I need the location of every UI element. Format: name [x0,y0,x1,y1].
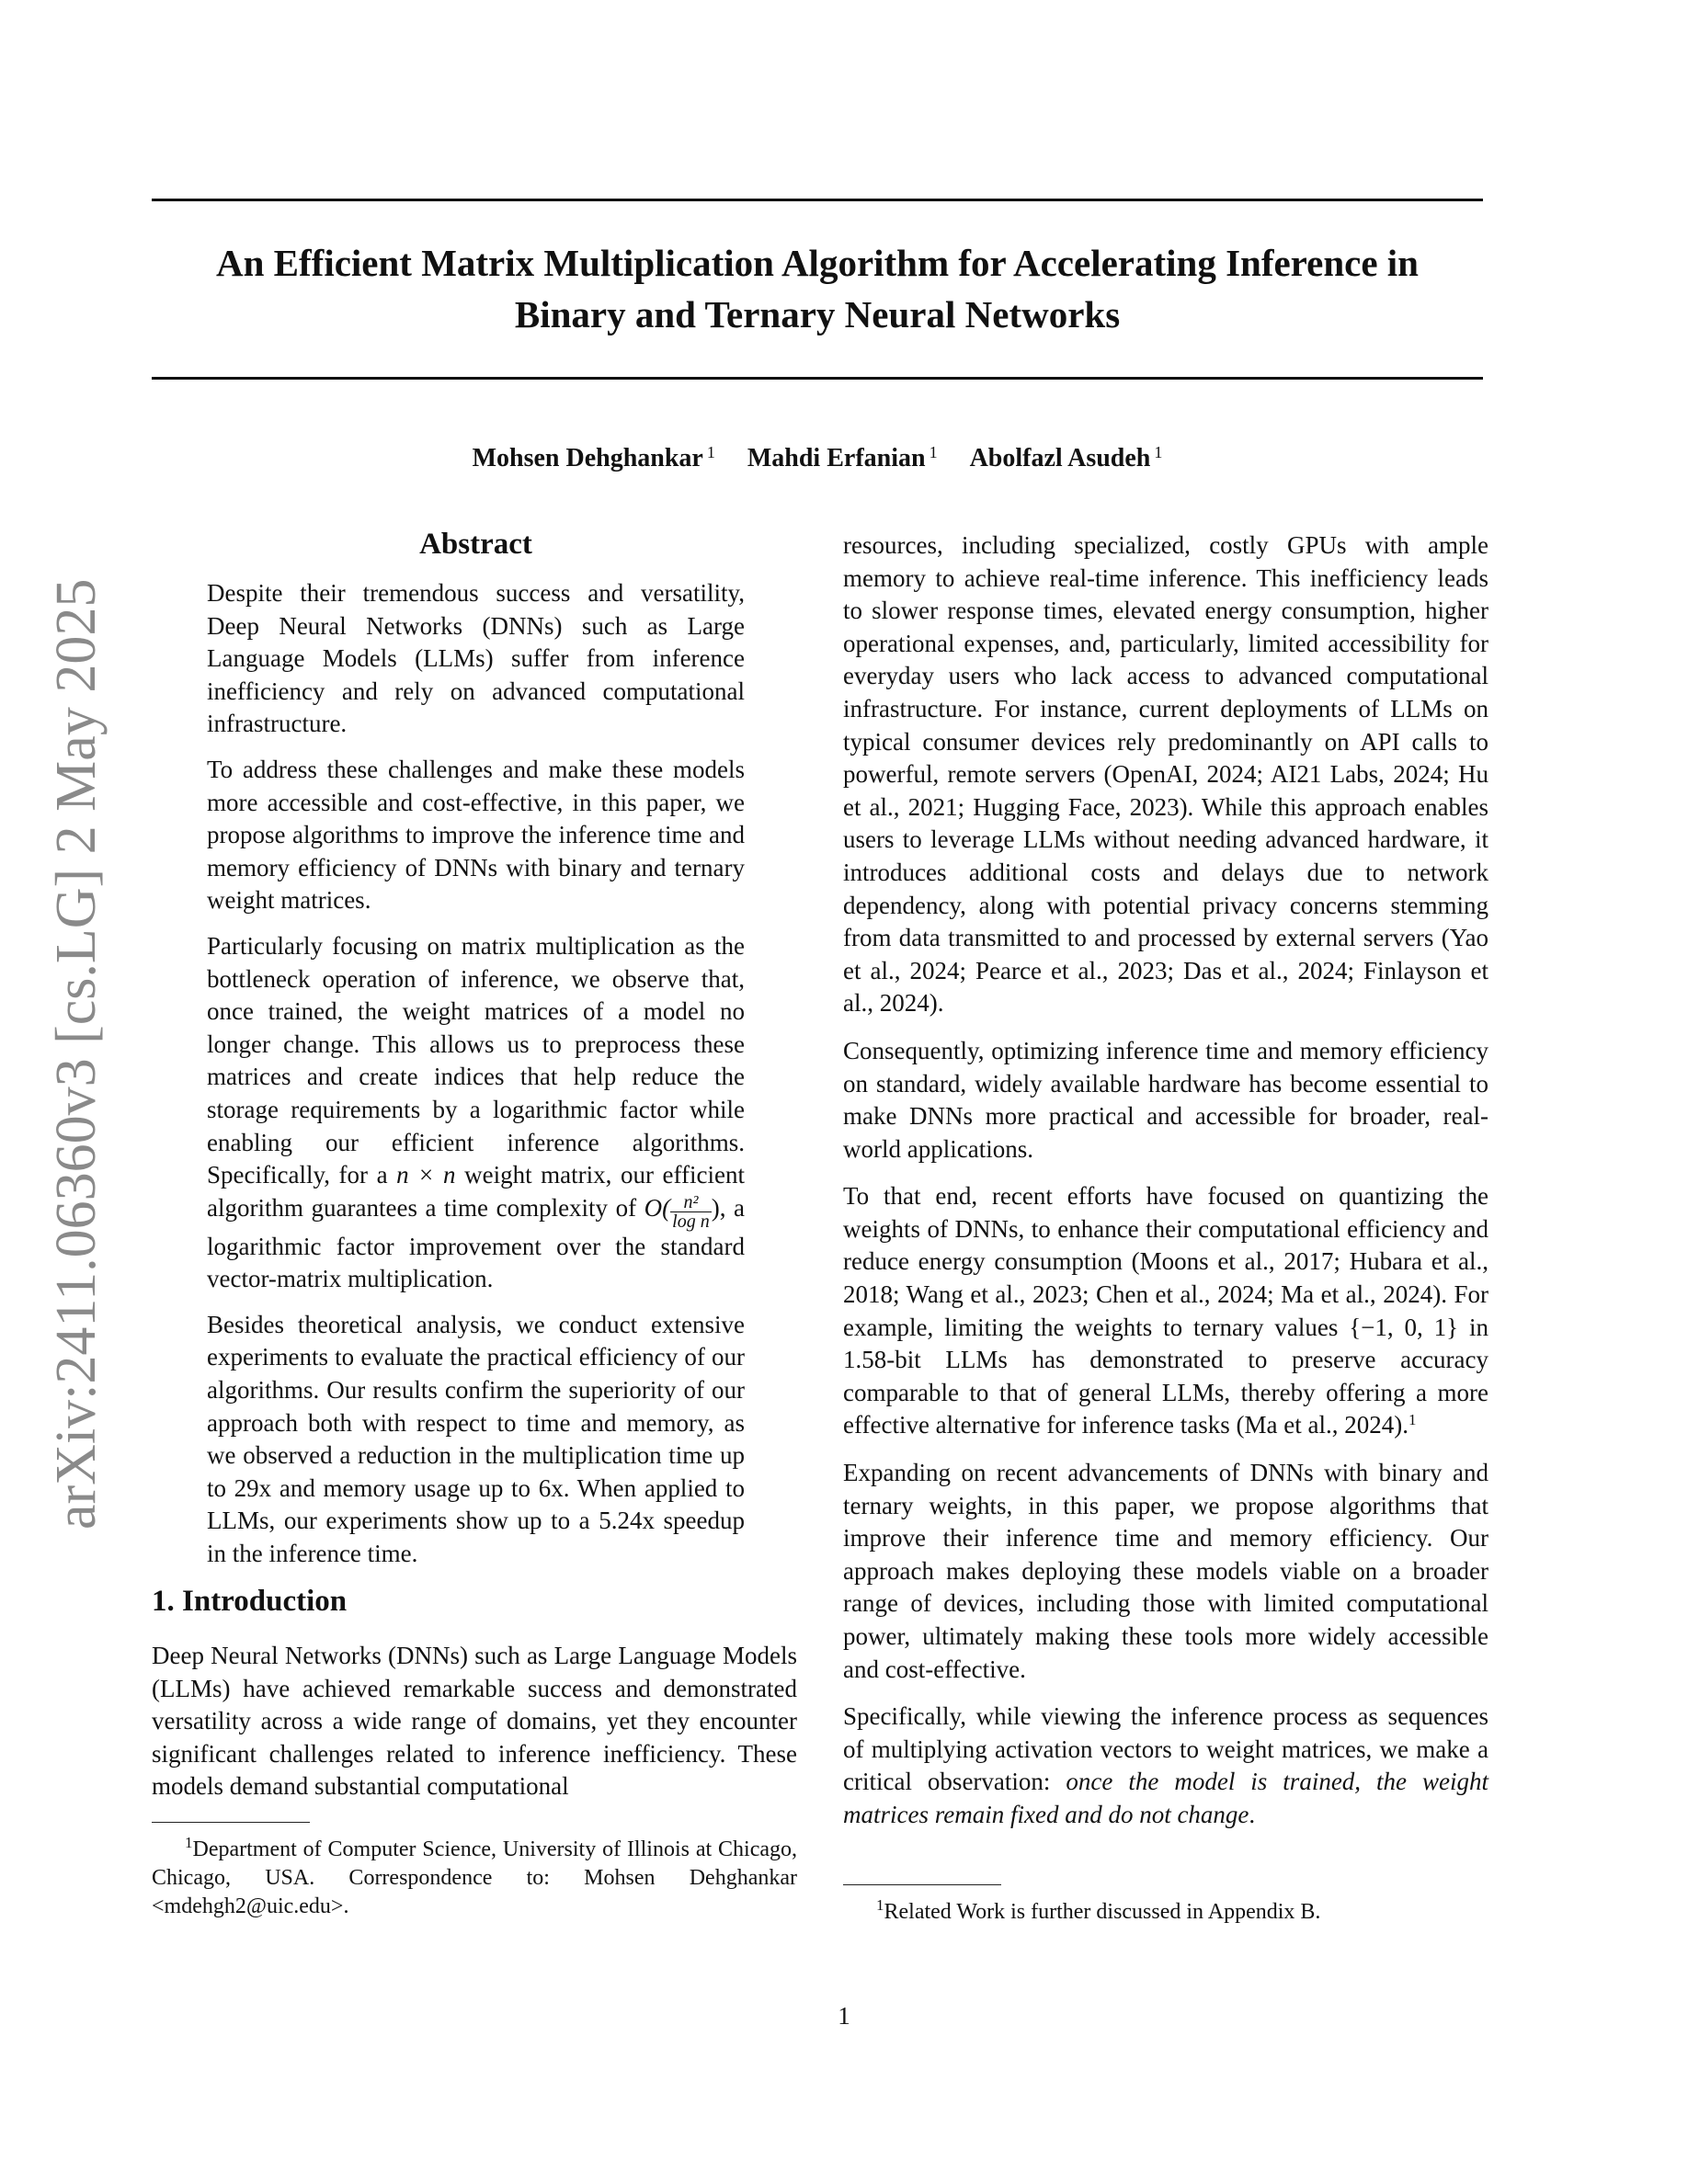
body-paragraph: Consequently, optimizing inference time and memory efficiency on standard, widely available hardware has become essential to make DNNs more practical and accessible for broader, real-world applications. [843,1036,1488,1163]
body-paragraph: Specifically, while viewing the inference process as sequences of multiplying activation vectors to weight matrices, we make a critical observation: once the model is trained, the weight matrices remain fixed and do not change. [843,1702,1489,1828]
arxiv-identifier: arXiv:2411.06360v3 [cs.LG] 2 May 2025 [45,578,108,1530]
math-n-by-n: n × n [396,1161,456,1189]
abstract-heading: Abstract [419,528,532,561]
abstract-paragraph: Besides theoretical analysis, we conduct extensive experiments to evaluate the practical efficiency of our algorithms. Our results confirm the superiority of our approach both with respect to time and memory, as we observed a reduction in the multiplication time up to 29x and memory usage up to 6x. When applied to LLMs, our experiments show up to a 5.24x speedup in the inference time. [207,1310,745,1568]
title-rule-top [152,199,1483,201]
page-number: 1 [838,2002,850,2030]
footnote-marker: 1 [1408,1411,1417,1429]
right-column [843,529,1488,1847]
math-ternary-set: {−1, 0, 1} [1349,1313,1459,1341]
math-fraction: $\frac{\text{n²}}{\text{log n}}$ [672,1191,710,1232]
footnote-rule [843,1884,1001,1885]
title-line-2: Binary and Ternary Neural Networks [514,293,1121,336]
body-paragraph: Expanding on recent advancements of DNNs with binary and ternary weights, in this paper, we propose algorithms that improve their inference time and memory efficiency. Our approach makes deploying these models viable on a broader range of devices, including those with limited computational power, ultimately making these tools more widely accessible and cost-effective. [843,1459,1488,1683]
author: Mohsen Dehghankar $^1$ [472,443,715,472]
abstract-paragraph: To address these challenges and make these models more accessible and cost-effective, in this paper, we propose algorithms to improve the inference time and memory efficiency of DNNs with binary and ternary weight matrices. [207,755,745,915]
body-paragraph: Deep Neural Networks (DNNs) such as Large Language Models (LLMs) have achieved remarkable success and demonstrated versatility across a wide range of domains, yet they encounter significant challenges related to inference inefficiency. These models demand substantial computational [152,1642,797,1801]
emphasis-text: once the model is trained, the weight matrices remain fixed and do not change [843,1768,1489,1828]
body-paragraph: resources, including specialized, costly GPUs with ample memory to achieve real-time inference. This inefficiency leads to slower response times, elevated energy consumption, higher operational expenses, and, particularly, limited accessibility for everyday users who lack access to advanced computational infrastructure. For instance, current deployments of LLMs on typical consumer devices rely predominantly on API calls to powerful, remote servers (OpenAI, 2024; AI21 Labs, 2024; Hu et al., 2021; Hugging Face, 2023). While this approach enables users to leverage LLMs without needing advanced hardware, it introduces additional costs and delays due to network dependency, along with potential privacy concerns stemming from data transmitted to and processed by external servers (Yao et al., 2024; Pearce et al., 2023; Das et al., 2024; Finlayson et al., 2024). [843,531,1488,1018]
footnote-right: $^1$Related Work is further discussed in Appendix B. [843,1873,1488,1927]
section-heading: 1. Introduction [152,1585,348,1618]
abstract-paragraph: Particularly focusing on matrix multiplication as the bottleneck operation of inference, we observe that, once trained, the weight matrices of a model no longer change. This allows us to preprocess these matrices and create indices that help reduce the storage requirements by a logarithmic factor while enabling our efficient inference algorithms. Specifically, for a n × n weight matrix, our efficient algorithm guarantees a time complexity of O( $\frac{\text{n²}}{\text{log n}}$ ), a logarithmic factor improvement over the standard vector-matrix multiplication. [207,931,746,1293]
author-list [152,436,1483,475]
footnote-left: $^1$Department of Computer Science, University of Illinois at Chicago, Chicago, USA. Correspondence to: Mohsen Dehghankar <mdehgh2@uic.edu>. [152,1811,797,1921]
author: Mahdi Erfanian $^1$ [747,443,938,472]
introduction-section [152,1581,797,1803]
footnote-rule [152,1822,310,1823]
paper-title [152,237,1483,340]
abstract-paragraph: Despite their tremendous success and versatility, Deep Neural Networks (DNNs) such as Large Language Models (LLMs) suffer from inference inefficiency and rely on advanced computational infrastructure. [207,579,745,738]
author: Abolfazl Asudeh $^1$ [969,443,1163,472]
abstract-section [207,524,745,1584]
title-rule-bottom [152,377,1483,380]
title-line-1: An Efficient Matrix Multiplication Algorithm for Accelerating Inference in [216,242,1419,284]
body-paragraph: To that end, recent efforts have focused on quantizing the weights of DNNs, to enhance their computational efficiency and reduce energy consumption (Moons et al., 2017; Hubara et al., 2018; Wang et al., 2023; Chen et al., 2024; Ma et al., 2024). For example, limiting the weights to ternary values {−1, 0, 1} in 1.58-bit LLMs has demonstrated to preserve accuracy comparable to that of general LLMs, thereby offering a more effective alternative for inference tasks (Ma et al., 2024).$^1$ [843,1182,1488,1439]
